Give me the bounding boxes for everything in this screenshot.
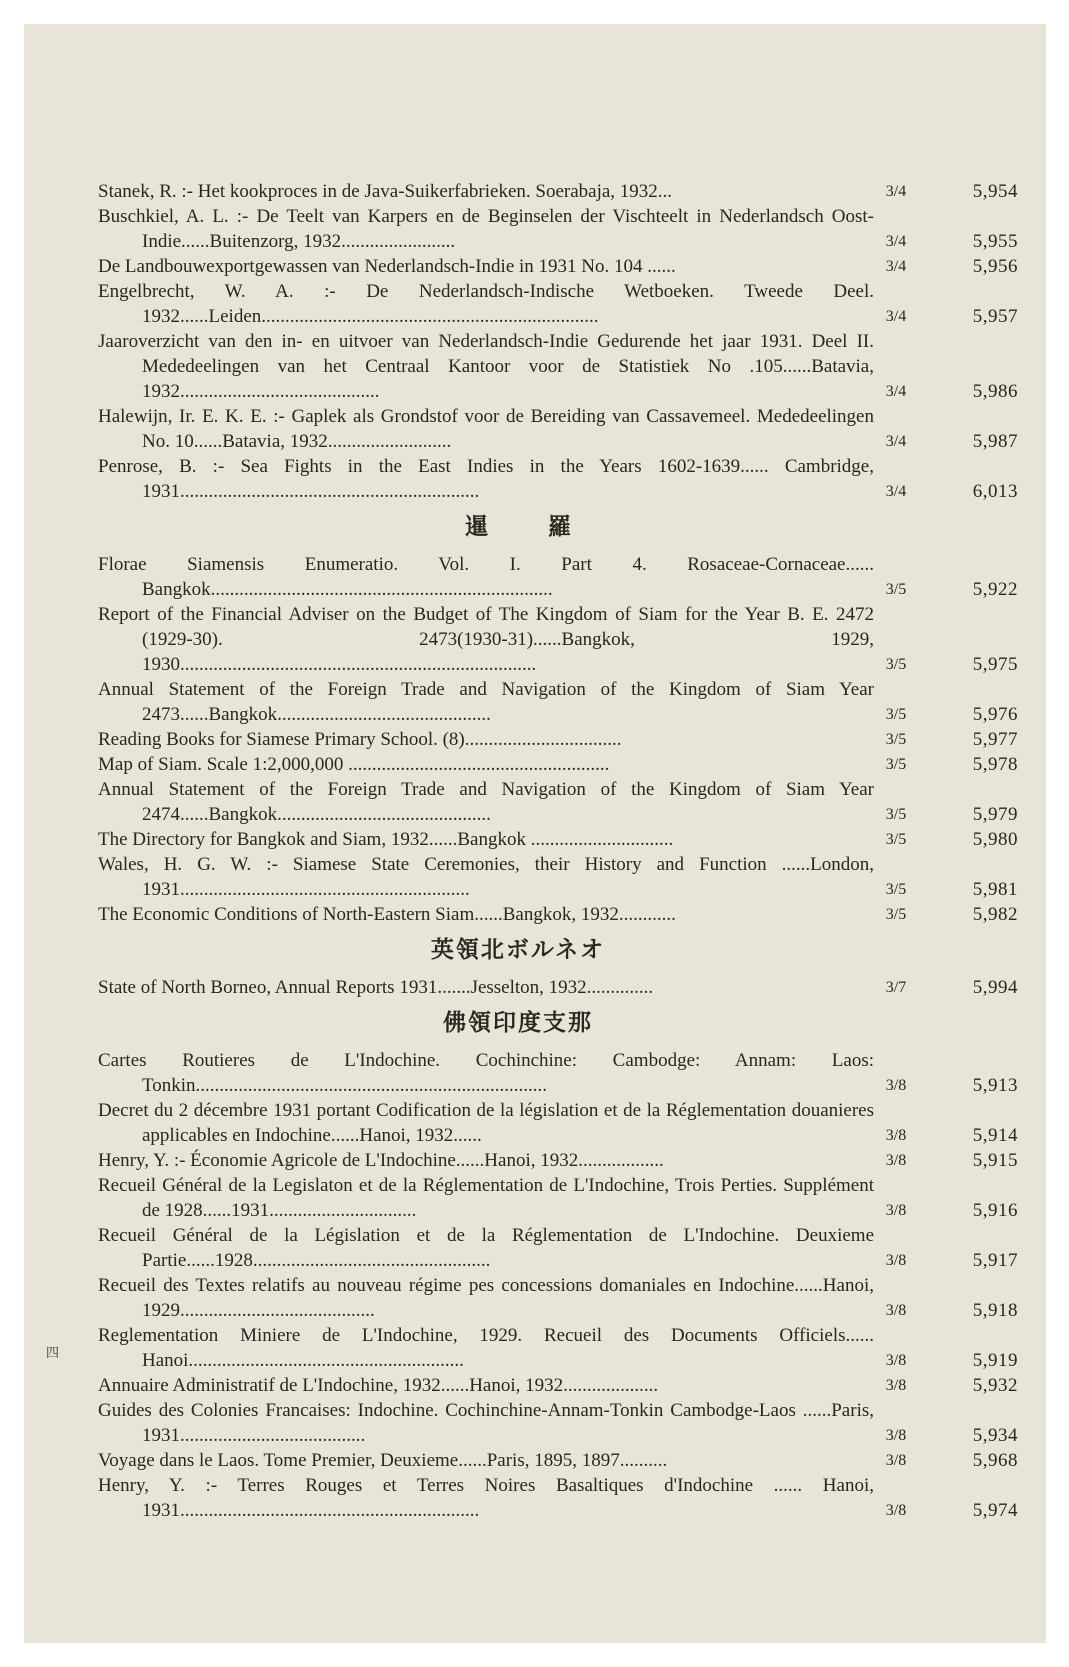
entry-title: Recueil Général de la Législation et de la Réglementation de L'Indochine. Deuxieme Partie......1928..................................................	[98, 1225, 874, 1271]
entry-title: Voyage dans le Laos. Tome Premier, Deuxieme......Paris, 1895, 1897..........	[98, 1450, 668, 1471]
catalog-entry	[98, 1473, 1018, 1523]
entry-shelf-code: 3/5	[885, 731, 907, 748]
entry-accession-number: 5,914	[972, 1125, 1018, 1146]
catalog-entry	[98, 1098, 1018, 1148]
section-heading: 英領北ボルネオ	[430, 937, 606, 963]
entry-shelf-code: 3/8	[885, 1452, 907, 1469]
entry-title: Penrose, B. :- Sea Fights in the East Indies in the Years 1602-1639...... Cambridge, 1931...............................................................	[98, 456, 874, 502]
entry-title: Stanek, R. :- Het kookproces in de Java-Suikerfabrieken. Soerabaja, 1932...	[98, 181, 673, 202]
entry-accession-number: 5,954	[972, 181, 1018, 202]
catalog-entry	[98, 254, 1018, 279]
catalog-entry	[98, 852, 1018, 902]
entry-shelf-code: 3/5	[885, 706, 907, 723]
entry-accession-number: 5,976	[972, 704, 1018, 725]
entry-shelf-code: 3/5	[885, 756, 907, 773]
entry-shelf-code: 3/4	[885, 308, 907, 325]
catalog-content	[98, 179, 1018, 1523]
entry-accession-number: 5,913	[972, 1075, 1018, 1096]
entry-shelf-code: 3/8	[885, 1377, 907, 1394]
entry-title: State of North Borneo, Annual Reports 1931.......Jesselton, 1932..............	[98, 977, 654, 998]
entry-shelf-code: 3/4	[885, 433, 907, 450]
entry-title: Guides des Colonies Francaises: Indochine. Cochinchine-Annam-Tonkin Cambodge-Laos ......Paris, 1931.......................................	[98, 1400, 874, 1446]
catalog-entry	[98, 1148, 1018, 1173]
entry-accession-number: 5,968	[972, 1450, 1018, 1471]
catalog-entry	[98, 1173, 1018, 1223]
entry-accession-number: 5,994	[972, 977, 1018, 998]
catalog-entry	[98, 552, 1018, 602]
catalog-entry	[98, 279, 1018, 329]
entry-accession-number: 5,977	[972, 729, 1018, 750]
entry-accession-number: 5,979	[972, 804, 1018, 825]
entry-title: The Directory for Bangkok and Siam, 1932......Bangkok ..............................	[98, 829, 674, 850]
entry-accession-number: 5,986	[972, 381, 1018, 402]
entry-accession-number: 5,916	[972, 1200, 1018, 1221]
entry-accession-number: 5,974	[972, 1500, 1018, 1521]
entry-accession-number: 5,975	[972, 654, 1018, 675]
entry-accession-number: 5,982	[972, 904, 1018, 925]
section-heading: 佛領印度支那	[443, 1010, 593, 1036]
entry-title: Recueil Général de la Legislaton et de la Réglementation de L'Indochine, Trois Perties. Supplément de 1928......1931...............................	[98, 1175, 874, 1221]
entry-title: Annual Statement of the Foreign Trade and Navigation of the Kingdom of Siam Year 2473......Bangkok.............................................	[98, 679, 874, 725]
entry-accession-number: 5,919	[972, 1350, 1018, 1371]
entry-title: Annual Statement of the Foreign Trade and Navigation of the Kingdom of Siam Year 2474......Bangkok.............................................	[98, 779, 874, 825]
entry-accession-number: 5,957	[972, 306, 1018, 327]
catalog-entry	[98, 204, 1018, 254]
entry-shelf-code: 3/4	[885, 258, 907, 275]
entry-accession-number: 5,955	[972, 231, 1018, 252]
entry-accession-number: 5,918	[972, 1300, 1018, 1321]
entry-title: The Economic Conditions of North-Eastern Siam......Bangkok, 1932............	[98, 904, 676, 925]
catalog-entry	[98, 902, 1018, 927]
entry-shelf-code: 3/7	[885, 979, 907, 996]
catalog-entry	[98, 454, 1018, 504]
entry-title: Annuaire Administratif de L'Indochine, 1932......Hanoi, 1932....................	[98, 1375, 659, 1396]
page-margin-mark: 四	[46, 1346, 60, 1361]
catalog-entry	[98, 404, 1018, 454]
catalog-entry	[98, 1448, 1018, 1473]
catalog-entry	[98, 752, 1018, 777]
entry-title: Halewijn, Ir. E. K. E. :- Gaplek als Grondstof voor de Bereiding van Cassavemeel. Mededeelingen No. 10......Batavia, 1932..........................	[98, 406, 874, 452]
entry-title: Jaaroverzicht van den in- en uitvoer van Nederlandsch-Indie Gedurende het jaar 1931. Deel II. Mededeelingen van het Centraal Kantoor voor de Statistiek No .105......Batavia, 1932..........................................	[98, 331, 874, 402]
entry-shelf-code: 3/8	[885, 1127, 907, 1144]
entry-title: Recueil des Textes relatifs au nouveau régime pes concessions domaniales en Indochine......Hanoi, 1929.........................................	[98, 1275, 874, 1321]
catalog-entry	[98, 1373, 1018, 1398]
section-heading: 暹羅	[465, 514, 631, 540]
entry-title: Report of the Financial Adviser on the Budget of The Kingdom of Siam for the Year B. E. 2472 (1929-30). 2473(1930-31)......Bangkok, 1929, 1930...........................................................................	[98, 604, 874, 675]
entry-accession-number: 5,922	[972, 579, 1018, 600]
entry-shelf-code: 3/8	[885, 1302, 907, 1319]
entry-shelf-code: 3/5	[885, 806, 907, 823]
entry-shelf-code: 3/8	[885, 1502, 907, 1519]
entry-shelf-code: 3/4	[885, 383, 907, 400]
entry-title: Reading Books for Siamese Primary School. (8).................................	[98, 729, 622, 750]
entry-accession-number: 5,932	[972, 1375, 1018, 1396]
entry-shelf-code: 3/8	[885, 1077, 907, 1094]
entry-title: De Landbouwexportgewassen van Nederlandsch-Indie in 1931 No. 104 ......	[98, 256, 676, 277]
entry-shelf-code: 3/5	[885, 581, 907, 598]
entry-title: Henry, Y. :- Économie Agricole de L'Indochine......Hanoi, 1932..................	[98, 1150, 664, 1171]
catalog-entry	[98, 1273, 1018, 1323]
entry-shelf-code: 3/8	[885, 1252, 907, 1269]
entry-shelf-code: 3/4	[885, 233, 907, 250]
entry-shelf-code: 3/8	[885, 1152, 907, 1169]
catalog-entry	[98, 727, 1018, 752]
entry-shelf-code: 3/5	[885, 831, 907, 848]
entry-title: Buschkiel, A. L. :- De Teelt van Karpers en de Beginselen der Vischteelt in Nederlandsch Oost-Indie......Buitenzorg, 1932........................	[98, 206, 874, 252]
entry-title: Map of Siam. Scale 1:2,000,000 .......................................................	[98, 754, 610, 775]
entry-accession-number: 5,978	[972, 754, 1018, 775]
entry-shelf-code: 3/4	[885, 483, 907, 500]
catalog-entry	[98, 179, 1018, 204]
catalog-entry	[98, 677, 1018, 727]
entry-shelf-code: 3/8	[885, 1202, 907, 1219]
entry-shelf-code: 3/5	[885, 656, 907, 673]
entry-shelf-code: 3/8	[885, 1427, 907, 1444]
entry-accession-number: 5,981	[972, 879, 1018, 900]
catalog-entry	[98, 1048, 1018, 1098]
entry-shelf-code: 3/4	[885, 183, 907, 200]
scanned-page	[24, 24, 1046, 1643]
entry-title: Reglementation Miniere de L'Indochine, 1929. Recueil des Documents Officiels...... Hanoi..........................................................	[98, 1325, 874, 1371]
entry-accession-number: 6,013	[972, 481, 1018, 502]
entry-title: Cartes Routieres de L'Indochine. Cochinchine: Cambodge: Annam: Laos: Tonkin..........................................................................	[98, 1050, 874, 1096]
catalog-entry	[98, 975, 1018, 1000]
entry-title: Decret du 2 décembre 1931 portant Codification de la législation et de la Réglementation douanieres applicables en Indochine......Hanoi, 1932......	[98, 1100, 874, 1146]
entry-accession-number: 5,915	[972, 1150, 1018, 1171]
entry-accession-number: 5,934	[972, 1425, 1018, 1446]
catalog-entry	[98, 777, 1018, 827]
entry-accession-number: 5,987	[972, 431, 1018, 452]
entry-title: Henry, Y. :- Terres Rouges et Terres Noires Basaltiques d'Indochine ...... Hanoi, 1931...............................................................	[98, 1475, 874, 1521]
catalog-entry	[98, 827, 1018, 852]
entry-title: Florae Siamensis Enumeratio. Vol. I. Part 4. Rosaceae-Cornaceae...... Bangkok........................................................................	[98, 554, 874, 600]
catalog-entry	[98, 1398, 1018, 1448]
entry-title: Wales, H. G. W. :- Siamese State Ceremonies, their History and Function ......London, 1931.............................................................	[98, 854, 874, 900]
entry-accession-number: 5,980	[972, 829, 1018, 850]
entry-accession-number: 5,956	[972, 256, 1018, 277]
entry-accession-number: 5,917	[972, 1250, 1018, 1271]
catalog-entry	[98, 329, 1018, 404]
entry-title: Engelbrecht, W. A. :- De Nederlandsch-Indische Wetboeken. Tweede Deel. 1932......Leiden.......................................................................	[98, 281, 874, 327]
catalog-entry	[98, 602, 1018, 677]
entry-shelf-code: 3/5	[885, 906, 907, 923]
catalog-entry	[98, 1223, 1018, 1273]
entry-shelf-code: 3/8	[885, 1352, 907, 1369]
entry-shelf-code: 3/5	[885, 881, 907, 898]
catalog-entry	[98, 1323, 1018, 1373]
